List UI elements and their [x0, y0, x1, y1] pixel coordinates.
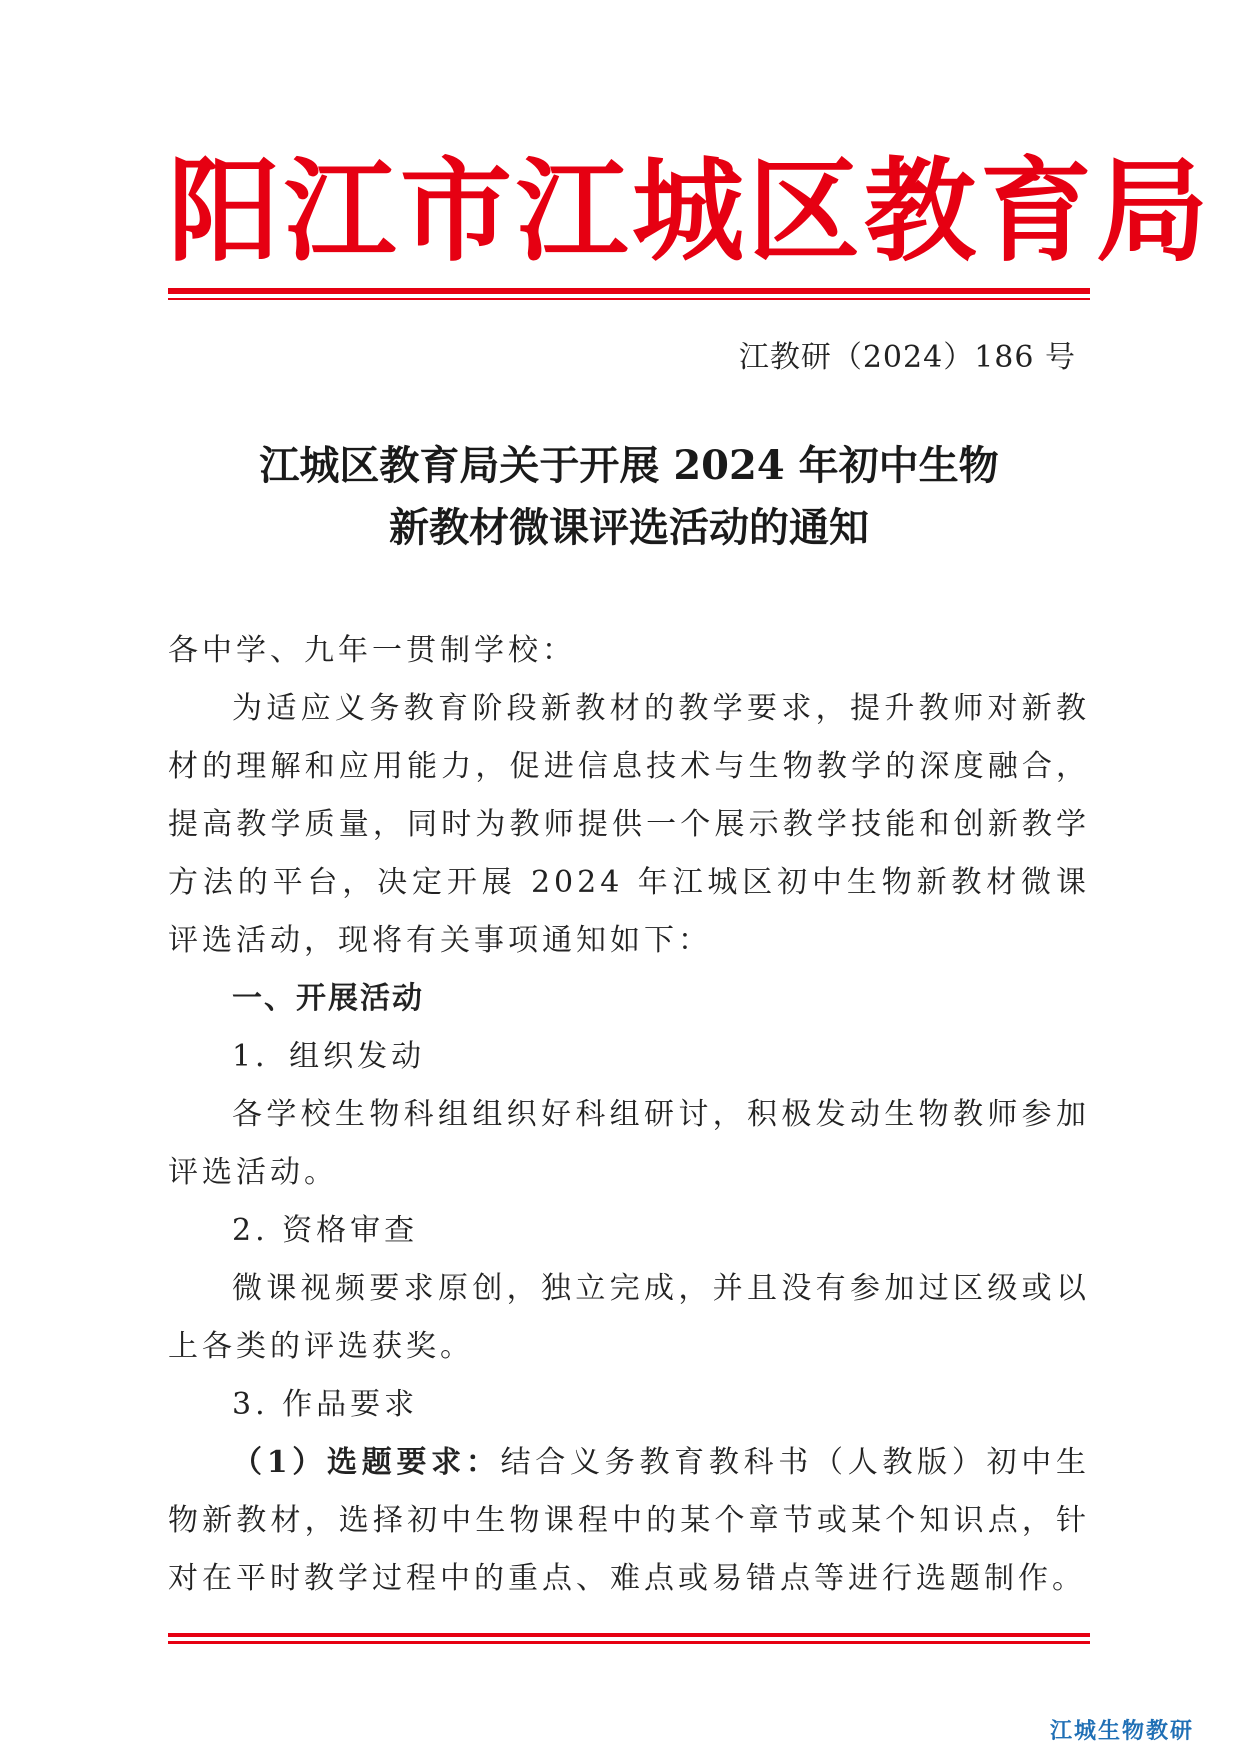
- footer-rule-thick: [168, 1633, 1090, 1637]
- document-title-line-2: 新教材微课评选活动的通知: [389, 504, 869, 551]
- watermark: 江城生物教研: [1049, 1719, 1194, 1744]
- item-heading-2: 2. 资格审查: [232, 1213, 419, 1248]
- item-heading-1: 1．组织发动: [232, 1039, 426, 1074]
- section-heading-1: 一、开展活动: [232, 981, 424, 1016]
- letterhead-rule-thin: [168, 298, 1090, 300]
- document-number: 江教研（2024）186 号: [738, 340, 1076, 375]
- item-heading-3: 3. 作品要求: [232, 1387, 419, 1422]
- intro-paragraph: 为适应义务教育阶段新教材的教学要求，提升教师对新教材的理解和应用能力，促进信息技术与生物教学的深度融合，提高教学质量，同时为教师提供一个展示教学技能和创新教学方法的平台，决定开展 2024 年江城区初中生物新教材微课评选活动，现将有关事项通知如下：: [168, 691, 1090, 958]
- letterhead-rule-thick: [168, 288, 1090, 294]
- item-text-1: 各学校生物科组组织好科组研讨，积极发动生物教师参加评选活动。: [168, 1097, 1090, 1190]
- document-title-line-1: 江城区教育局关于开展 2024 年初中生物: [259, 442, 999, 489]
- footer-rule-thin: [168, 1641, 1090, 1644]
- salutation: 各中学、九年一贯制学校：: [168, 633, 576, 668]
- item-3-sub-1: [168, 1434, 1090, 1608]
- item-3-sub-1-label: （1）选题要求：: [232, 1445, 501, 1480]
- document-body: [168, 622, 1090, 1608]
- item-text-2: 微课视频要求原创，独立完成，并且没有参加过区级或以上各类的评选获奖。: [168, 1271, 1090, 1364]
- letterhead-org-name: 阳江市江城区教育局: [168, 147, 1212, 277]
- item-3-sub-1-text: 结合义务教育教科书（人教版）初中生物新教材，选择初中生物课程中的某个章节或某个知识点，针对在平时教学过程中的重点、难点或易错点等进行选题制作。: [168, 1445, 1091, 1596]
